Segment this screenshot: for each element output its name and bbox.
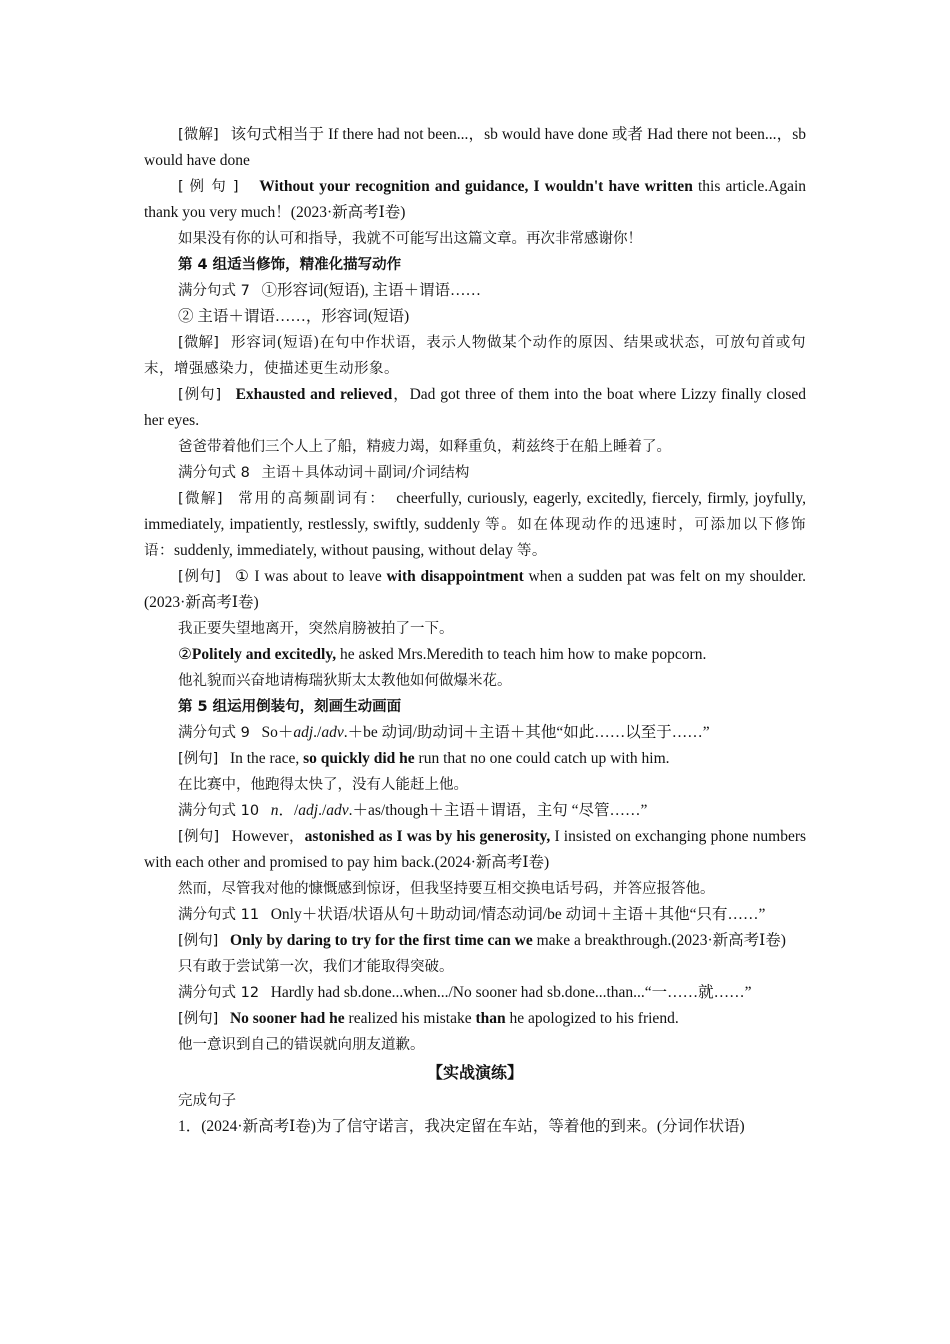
- label: [微解]: [178, 491, 223, 507]
- example-paragraph: [144, 642, 806, 668]
- label: [ 例 句 ]: [178, 179, 239, 195]
- explanation-text: 常用的高频副词有：: [238, 491, 386, 507]
- example-text: he apologized to his friend.: [509, 1010, 679, 1027]
- pattern-text: adv: [321, 724, 344, 741]
- pattern-text: n: [270, 802, 279, 819]
- group-heading-4: 第 4 组适当修饰，精准化描写动作: [178, 257, 402, 273]
- example-text: make a breakthrough.(2023·新高考Ⅰ卷): [536, 932, 786, 949]
- pattern-text: Only＋状语/状语从句＋助动词/情态动词/be 动词＋主语＋其他“只有……”: [270, 906, 766, 923]
- modifier-list: suddenly, immediately, without pausing, without delay: [174, 542, 513, 559]
- pattern-8: [144, 460, 806, 486]
- pattern-7b: ② 主语＋谓语……，形容词(短语): [178, 308, 410, 325]
- example-paragraph: [144, 928, 806, 954]
- adverb-list: cheerfully, curiously, eagerly, excitedly, fiercely, firmly, joyfully, immediately, impatiently, restlessly, swiftly, suddenly: [144, 490, 807, 533]
- explanation-text: 等。: [516, 543, 547, 559]
- label: [例句]: [178, 1011, 219, 1027]
- example-text: In the race,: [229, 750, 300, 767]
- pattern-text: Hardly had sb.done...when.../No sooner had sb.done...than...“一……就……”: [270, 984, 752, 1001]
- group-heading-5: 第 5 组运用倒装句，刻画生动画面: [178, 699, 402, 715]
- label: [微解]: [178, 127, 219, 143]
- example-bold: Only by daring to try for the first time can we: [229, 932, 533, 949]
- pattern-text: 主语＋具体动词＋副词/介词结构: [261, 465, 470, 481]
- label: [例句]: [178, 751, 219, 767]
- pattern-label: 满分句式 8: [178, 465, 250, 481]
- translation: 他一意识到自己的错误就向朋友道歉。: [178, 1037, 425, 1053]
- example-text: ，Dad got three of them into the boat where Lizzy finally closed her eyes.: [144, 386, 807, 429]
- example-paragraph: [144, 824, 806, 876]
- example-bold: astonished as I was by his generosity,: [304, 828, 551, 845]
- label: [微解]: [178, 335, 219, 351]
- pattern-label: 满分句式 9: [178, 725, 250, 741]
- translation: 只有敢于尝试第一次，我们才能取得突破。: [178, 959, 454, 975]
- pattern-label: 满分句式 7: [178, 283, 250, 299]
- explanation-text: 该句式相当于 If there had not been...，sb would have done 或者 Had there not been...，sb would have done: [144, 126, 806, 169]
- translation: 在比赛中，他跑得太快了，没有人能赶上他。: [178, 777, 468, 793]
- pattern-text: ．/: [278, 802, 299, 819]
- subheading: 完成句子: [178, 1093, 236, 1109]
- explanation-paragraph: [144, 122, 806, 174]
- pattern-7: [144, 278, 806, 304]
- document-page: [144, 122, 806, 1140]
- example-text: he asked Mrs.Meredith to teach him how to make popcorn.: [340, 646, 707, 663]
- example-text: when a sudden pat was felt on my shoulder.(2023·新高考Ⅰ卷): [144, 568, 806, 611]
- pattern-12: [144, 980, 806, 1006]
- example-bold: No sooner had he: [229, 1010, 345, 1027]
- pattern-text: .＋as/though＋主语＋谓语，主句 “尽管……”: [348, 802, 648, 819]
- pattern-11: [144, 902, 806, 928]
- label: [例句]: [178, 569, 221, 585]
- pattern-label: 满分句式 10: [178, 803, 260, 819]
- example-bold: with disappointment: [386, 568, 524, 585]
- pattern-text: ①形容词(短语), 主语＋谓语……: [261, 282, 482, 299]
- translation: 我正要失望地离开，突然肩膀被拍了一下。: [178, 621, 454, 637]
- explanation-text: 形容词(短语)在句中作状语，表示人物做某个动作的原因、结果或状态，可放句首或句末，增强感染力，使描述更生动形象。: [144, 335, 807, 377]
- explanation-paragraph: [144, 486, 806, 564]
- example-bold: Exhausted and relieved: [235, 386, 393, 403]
- label: [例句]: [178, 933, 219, 949]
- pattern-text: ./: [313, 724, 322, 741]
- example-paragraph: [144, 564, 806, 616]
- translation: 然而，尽管我对他的慷慨感到惊讶，但我坚持要互相交换电话号码，并答应报答他。: [178, 881, 715, 897]
- example-text: this article.Again thank you very much！(2023·新高考Ⅰ卷): [144, 178, 807, 221]
- example-paragraph: [144, 1006, 806, 1032]
- pattern-text: .＋be 动词/助动词＋主语＋其他“如此……以至于……”: [343, 724, 710, 741]
- pattern-label: 满分句式 12: [178, 985, 260, 1001]
- pattern-text: ./: [318, 802, 327, 819]
- translation: 爸爸带着他们三个人上了船，精疲力竭，如释重负，莉兹终于在船上睡着了。: [178, 439, 671, 455]
- pattern-10: [144, 798, 806, 824]
- pattern-label: 满分句式 11: [178, 907, 260, 923]
- pattern-9: [144, 720, 806, 746]
- example-bold: than: [475, 1010, 506, 1027]
- example-text: run that no one could catch up with him.: [418, 750, 670, 767]
- example-paragraph: [144, 382, 806, 434]
- example-text: I insisted on exchanging phone numbers with each other and promised to pay him back.(2024·新高考Ⅰ卷): [144, 828, 807, 871]
- pattern-text: So＋: [261, 724, 294, 741]
- example-bold: Without your recognition and guidance, I wouldn't have written: [259, 178, 693, 195]
- question-1: 1．(2024·新高考Ⅰ卷)为了信守诺言，我决定留在车站，等着他的到来。(分词作状语): [178, 1118, 745, 1135]
- pattern-text: adj: [298, 802, 319, 819]
- pattern-text: adj: [293, 724, 314, 741]
- translation: 如果没有你的认可和指导，我就不可能写出这篇文章。再次非常感谢你！: [178, 231, 642, 247]
- section-title: 【实战演练】: [426, 1063, 523, 1082]
- example-paragraph: [144, 174, 806, 226]
- example-text: realized his mistake: [348, 1010, 472, 1027]
- pattern-text: adv: [326, 802, 349, 819]
- label: [例句]: [178, 387, 222, 403]
- label: [例句]: [178, 829, 220, 845]
- translation: 他礼貌而兴奋地请梅瑞狄斯太太教他如何做爆米花。: [178, 673, 512, 689]
- example-number: ②: [178, 646, 192, 663]
- explanation-text: 等。如在体现动作的迅速时，可添加以下修饰语：: [144, 517, 807, 559]
- example-paragraph: [144, 746, 806, 772]
- example-bold: Politely and excitedly,: [191, 646, 337, 663]
- explanation-paragraph: [144, 330, 806, 382]
- example-text: However，: [231, 828, 305, 845]
- example-bold: so quickly did he: [303, 750, 415, 767]
- example-text: ① I was about to leave: [234, 568, 382, 585]
